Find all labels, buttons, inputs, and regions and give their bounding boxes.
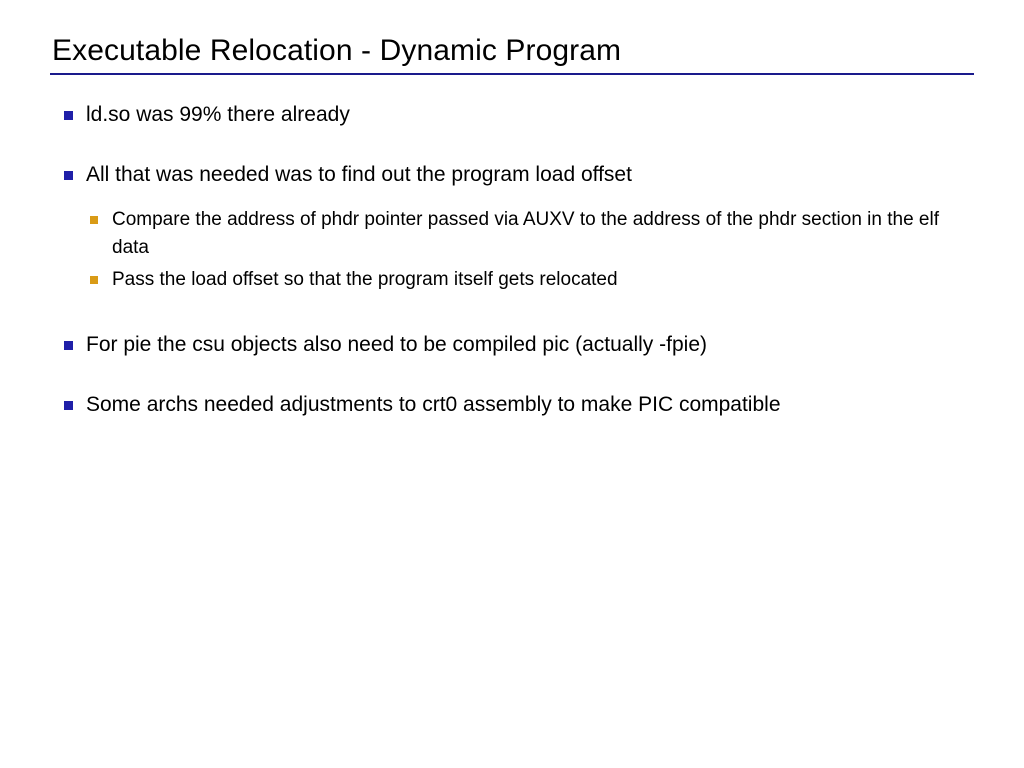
square-bullet-icon <box>64 341 73 350</box>
list-item <box>60 390 980 420</box>
list-item <box>60 266 980 294</box>
square-bullet-icon <box>90 216 98 224</box>
list-item-text: All that was needed was to find out the program load offset <box>86 163 632 186</box>
square-bullet-icon <box>90 276 98 284</box>
title-divider <box>50 73 974 75</box>
list-item-text: Pass the load offset so that the program itself gets relocated <box>112 269 618 290</box>
square-bullet-icon <box>64 171 73 180</box>
page-title: Executable Relocation - Dynamic Program <box>52 34 622 67</box>
spacer <box>60 316 980 330</box>
list-item-text: ld.so was 99% there already <box>86 103 350 126</box>
square-bullet-icon <box>64 111 73 120</box>
list-item <box>60 160 980 190</box>
slide-body <box>60 100 980 450</box>
square-bullet-icon <box>64 401 73 410</box>
sub-list <box>60 206 980 294</box>
list-item <box>60 330 980 360</box>
list-item-text: Compare the address of phdr pointer passed via AUXV to the address of the phdr section in the elf data <box>112 209 939 258</box>
list-item <box>60 206 980 262</box>
list-item-text: For pie the csu objects also need to be compiled pic (actually -fpie) <box>86 333 707 356</box>
list-item-text: Some archs needed adjustments to crt0 assembly to make PIC compatible <box>86 393 781 416</box>
list-item <box>60 100 980 130</box>
